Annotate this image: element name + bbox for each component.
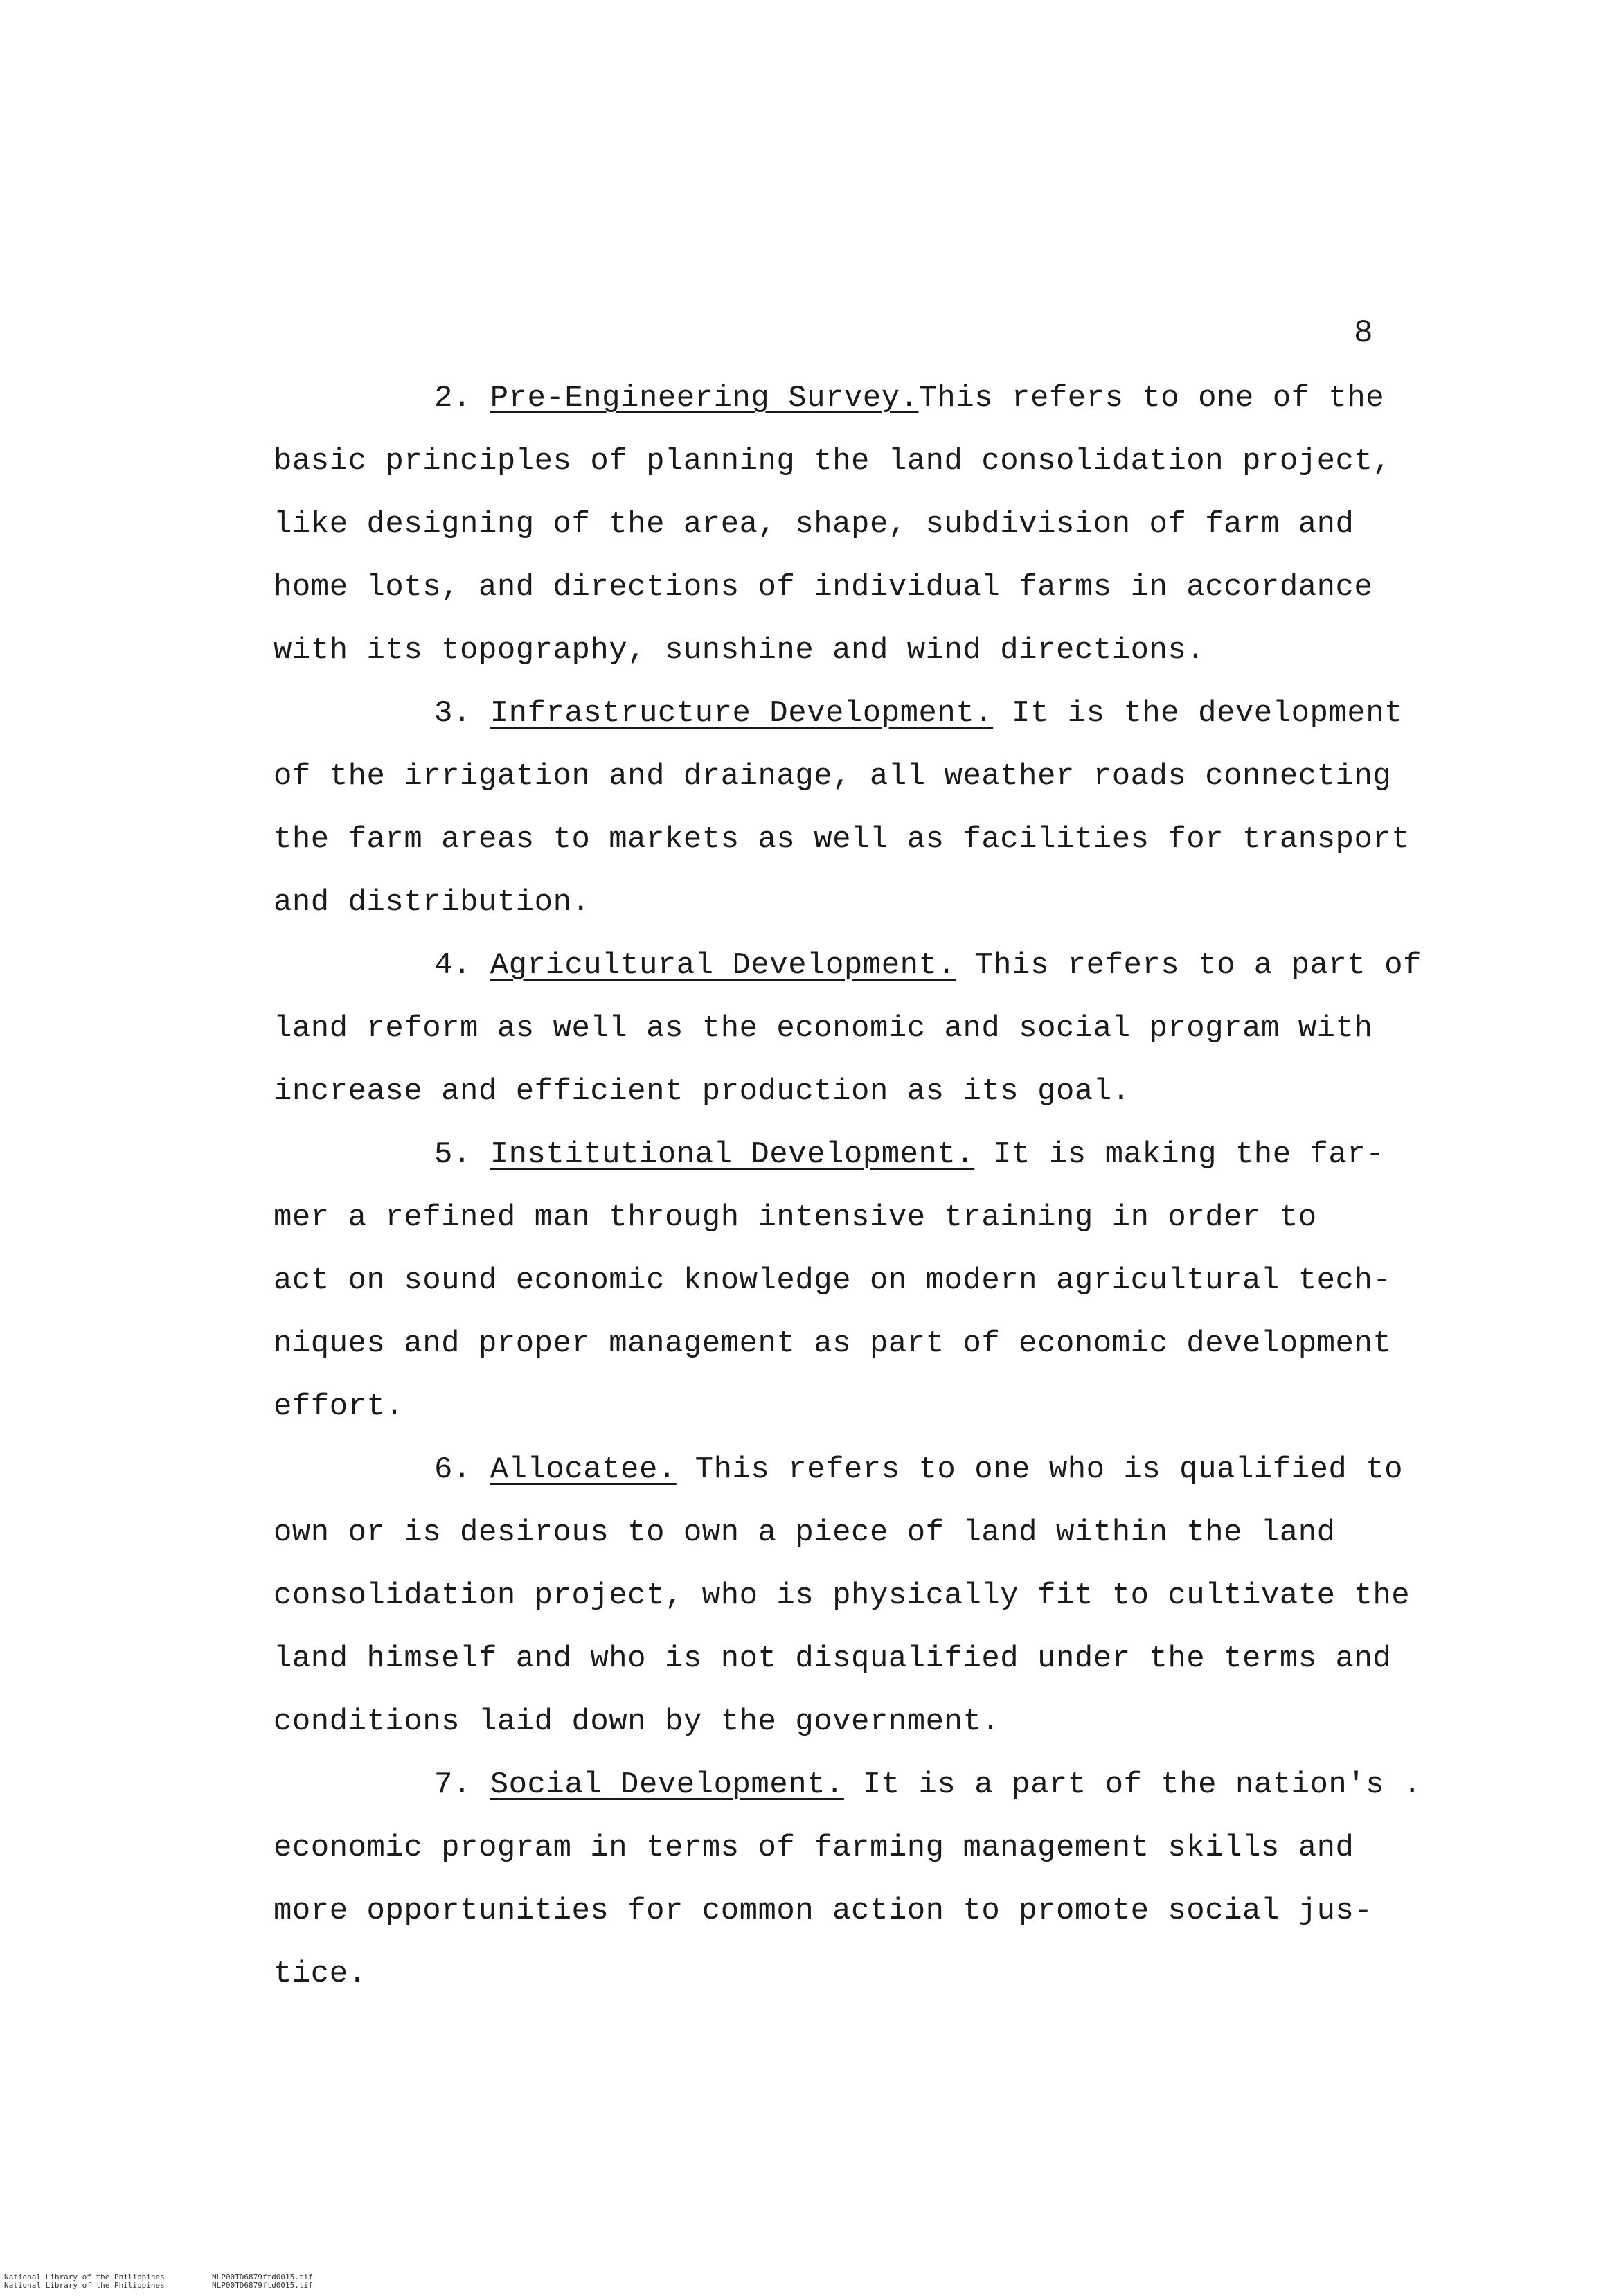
definition-entry bbox=[274, 1754, 1465, 2006]
text-line: This refers to one of the bbox=[918, 381, 1385, 416]
defined-term: Social Development. bbox=[490, 1768, 844, 1802]
entry-first-line bbox=[274, 682, 1465, 745]
text-line: basic principles of planning the land consolidation project, bbox=[274, 444, 1392, 479]
entry-number: 5. bbox=[434, 1137, 472, 1172]
text-line: own or is desirous to own a piece of land within the land bbox=[274, 1515, 1336, 1550]
definition-entry bbox=[274, 682, 1465, 934]
text-line: It is a part of the nation's . bbox=[843, 1768, 1422, 1802]
entry-number: 4. bbox=[434, 948, 472, 983]
definition-entry bbox=[274, 1439, 1465, 1754]
text-line: land reform as well as the economic and social program with bbox=[274, 1011, 1373, 1046]
entry-number: 3. bbox=[434, 696, 472, 731]
text-line: with its topography, sunshine and wind directions. bbox=[274, 633, 1206, 668]
text-line: more opportunities for common action to promote social jus- bbox=[274, 1894, 1373, 1928]
text-line: It is making the far- bbox=[974, 1137, 1385, 1172]
definition-entry bbox=[274, 1123, 1465, 1439]
text-line: This refers to one who is qualified to bbox=[676, 1452, 1404, 1487]
defined-term: Pre-Engineering Survey. bbox=[490, 381, 919, 416]
entry-first-line bbox=[274, 934, 1465, 997]
text-line: effort. bbox=[274, 1389, 404, 1424]
defined-term: Institutional Development. bbox=[490, 1137, 975, 1172]
entry-first-line bbox=[274, 1439, 1465, 1502]
definition-entry bbox=[274, 367, 1465, 682]
text-line: niques and proper management as part of economic development bbox=[274, 1326, 1392, 1361]
text-line: consolidation project, who is physically fit to cultivate the bbox=[274, 1578, 1411, 1613]
defined-term: Infrastructure Development. bbox=[490, 696, 994, 731]
document-body bbox=[274, 367, 1465, 2006]
defined-term: Allocatee. bbox=[490, 1452, 677, 1487]
footer-filename: NLP00TD6879ftd0015.tif bbox=[212, 2281, 313, 2290]
text-line: home lots, and directions of individual farms in accordance bbox=[274, 570, 1373, 605]
footer-filename: NLP00TD6879ftd0015.tif bbox=[212, 2272, 313, 2281]
scan-footer bbox=[4, 2273, 313, 2290]
text-line: of the irrigation and drainage, all weather roads connecting bbox=[274, 759, 1392, 794]
footer-line bbox=[4, 2281, 313, 2290]
text-line: economic program in terms of farming management skills and bbox=[274, 1831, 1354, 1865]
text-line: conditions laid down by the government. bbox=[274, 1705, 1001, 1739]
text-line: act on sound economic knowledge on modern agricultural tech- bbox=[274, 1263, 1392, 1298]
text-line: and distribution. bbox=[274, 885, 591, 920]
text-line: increase and efficient production as its goal. bbox=[274, 1074, 1131, 1109]
entry-first-line bbox=[274, 367, 1465, 430]
entry-number: 7. bbox=[434, 1768, 472, 1802]
footer-library-name: National Library of the Philippines bbox=[4, 2281, 165, 2290]
text-line: mer a refined man through intensive training in order to bbox=[274, 1200, 1317, 1235]
entry-first-line bbox=[274, 1754, 1465, 1817]
definition-entry bbox=[274, 934, 1465, 1123]
text-line: the farm areas to markets as well as facilities for transport bbox=[274, 822, 1411, 857]
entry-first-line bbox=[274, 1123, 1465, 1186]
text-line: like designing of the area, shape, subdivision of farm and bbox=[274, 507, 1354, 542]
text-line: tice. bbox=[274, 1957, 367, 1991]
entry-number: 2. bbox=[434, 381, 472, 416]
text-line: land himself and who is not disqualified under the terms and bbox=[274, 1641, 1392, 1676]
text-line: It is the development bbox=[993, 696, 1404, 731]
page-number: 8 bbox=[1354, 315, 1373, 351]
text-line: This refers to a part of bbox=[956, 948, 1422, 983]
entry-number: 6. bbox=[434, 1452, 472, 1487]
defined-term: Agricultural Development. bbox=[490, 948, 956, 983]
footer-library-name: National Library of the Philippines bbox=[4, 2272, 165, 2281]
